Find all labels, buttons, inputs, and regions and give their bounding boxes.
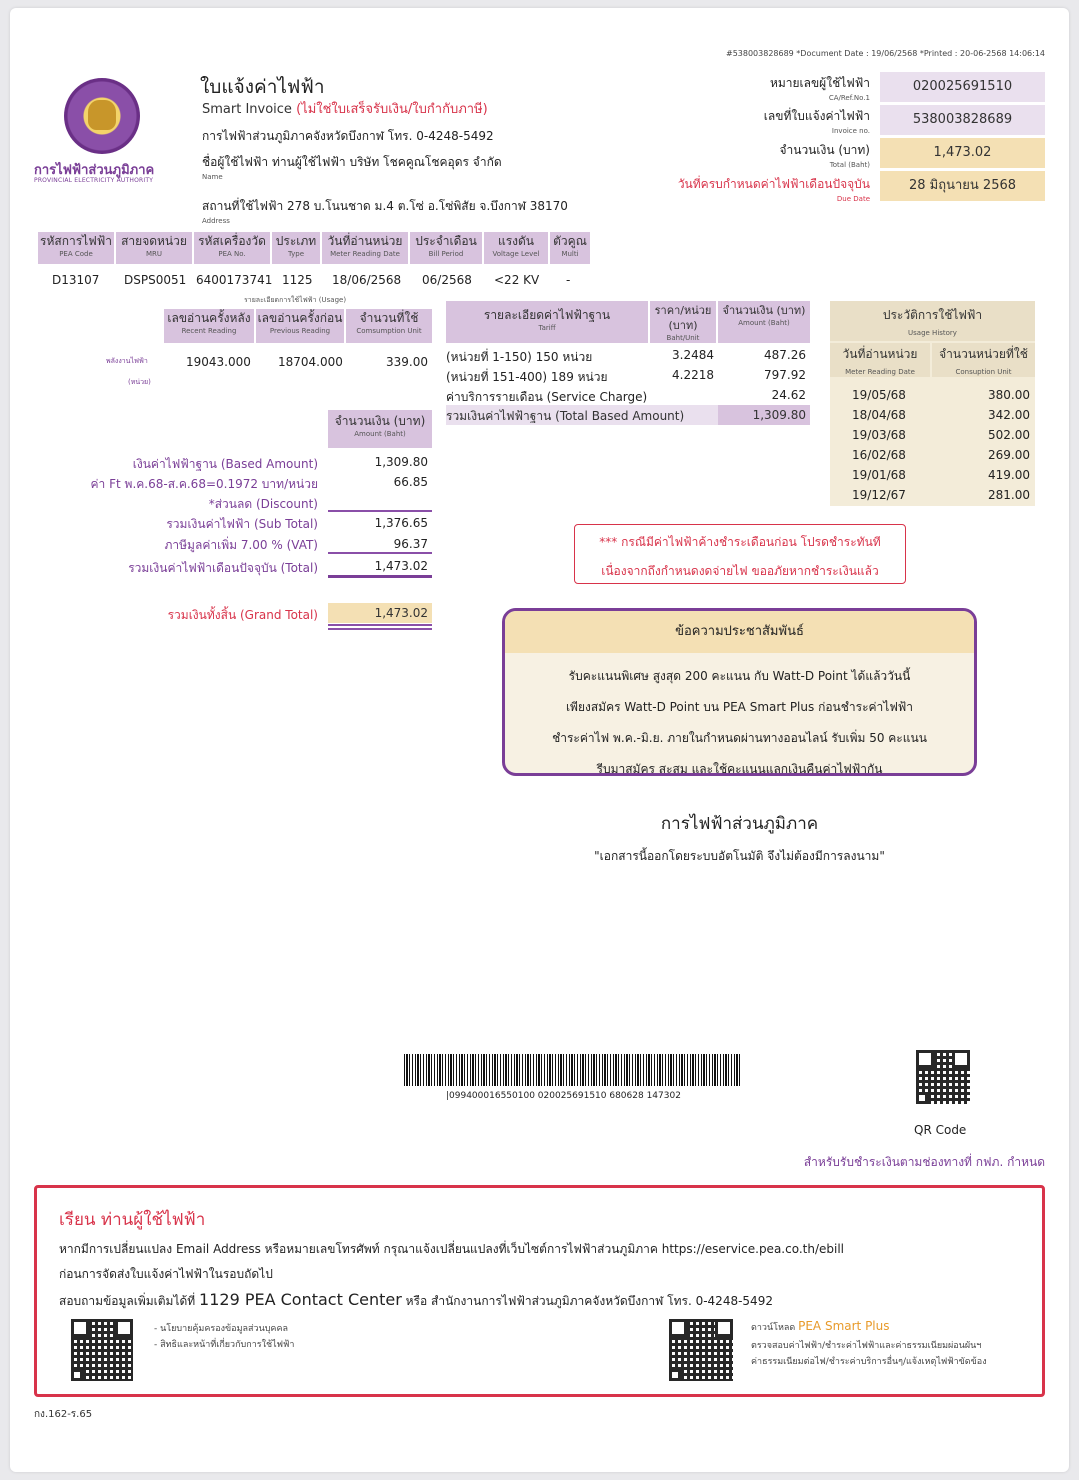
invoice-title: ใบแจ้งค่าไฟฟ้า	[200, 76, 325, 98]
ca-number-value: 020025691510	[912, 79, 1013, 94]
footer-note: "เอกสารนี้ออกโดยระบบอัตโนมัติ จึงไม่ต้องมีการลงนาม"	[594, 849, 885, 863]
info-header-pea-code: รหัสการไฟฟ้า PEA Code	[38, 232, 114, 264]
grand-total-box	[328, 603, 432, 623]
rights-duties-link[interactable]: - สิทธิและหน้าที่เกี่ยวกับการใช้ไฟฟ้า	[154, 1340, 295, 1350]
tariff-total-row	[446, 405, 810, 425]
tariff-header-rate: ราคา/หน่วย (บาท) Baht/Unit	[650, 301, 716, 343]
footer-org: การไฟฟ้าส่วนภูมิภาค	[660, 814, 819, 834]
overdue-warning-line-1: *** กรณีมีค่าไฟฟ้าค้างชำระเดือนก่อน โปรดชำระทันที	[599, 535, 881, 549]
charge-total-value: 1,473.02	[374, 559, 428, 573]
address-en: Address	[202, 217, 230, 225]
tariff-row-1-rate: 3.2484	[672, 348, 714, 362]
office-info: การไฟฟ้าส่วนภูมิภาคจังหวัดบึงกาฬ โทร. 0-4248-5492	[202, 129, 494, 143]
due-date-box	[880, 171, 1045, 201]
overdue-warning-line-2: เนื่องจากถึงกำหนดงดจ่ายไฟ ขออภัยหากชำระเงินแล้ว	[601, 564, 879, 578]
charge-vat-value: 96.37	[393, 537, 428, 551]
notice-line-1: หากมีการเปลี่ยนแปลง Email Address หรือหมายเลขโทรศัพท์ กรุณาแจ้งเปลี่ยนแปลงที่เว็บไซต์การไฟฟ้าส่วนภูมิภาค https://eservice.pea.co.th/ebill	[59, 1242, 845, 1256]
customer-notice-box	[34, 1185, 1045, 1397]
history-row-4-units: 269.00	[988, 448, 1030, 462]
charge-ft-value: 66.85	[393, 475, 428, 489]
info-header-bill-period: ประจำเดือน Bill Period	[410, 232, 482, 264]
payment-qr-code	[916, 1050, 970, 1104]
history-row-1-date: 19/05/68	[852, 388, 906, 402]
pea-logo	[64, 78, 140, 154]
info-value-pea-code: D13107	[52, 273, 100, 287]
total-amount-label-en: Total (Baht)	[829, 161, 870, 169]
usage-history-title-bar	[830, 301, 1035, 341]
history-row-2-date: 18/04/68	[852, 408, 906, 422]
logo-text-th: การไฟฟ้าส่วนภูมิภาค	[34, 163, 155, 178]
total-underline	[328, 575, 432, 578]
info-value-bill-period: 06/2568	[422, 273, 472, 287]
info-header-mru: สายจดหน่วย MRU	[116, 232, 192, 264]
history-row-6-units: 281.00	[988, 488, 1030, 502]
tariff-row-2-rate: 4.2218	[672, 368, 714, 382]
usage-caption: รายละเอียดการใช้ไฟฟ้า (Usage)	[244, 296, 347, 304]
qr-label: QR Code	[914, 1123, 967, 1137]
history-row-5-date: 19/01/68	[852, 468, 906, 482]
barcode-text: |099400016550100 020025691510 680628 147302	[446, 1091, 681, 1101]
invoice-subtitle: Smart Invoice (ไม่ใช่ใบเสร็จรับเงิน/ใบกำกับภาษี)	[202, 102, 488, 117]
ca-number-label: หมายเลขผู้ใช้ไฟฟ้า	[769, 76, 870, 90]
privacy-qr-code	[71, 1319, 133, 1381]
privacy-policy-link[interactable]: - นโยบายคุ้มครองข้อมูลส่วนบุคคล	[154, 1324, 288, 1334]
total-divider	[328, 552, 432, 554]
service-address: สถานที่ใช้ไฟฟ้า 278 บ.โนนชาด ม.4 ต.โซ่ อ.โซ่พิสัย จ.บึงกาฬ 38170	[202, 199, 568, 213]
tariff-header-amount: จำนวนเงิน (บาท) Amount (Baht)	[718, 301, 810, 343]
charge-based-value: 1,309.80	[374, 455, 428, 469]
usage-history-title-en: Usage History	[908, 329, 957, 337]
payment-barcode	[404, 1054, 740, 1086]
announcement-line-3: ชำระค่าไฟ พ.ค.-มิ.ย. ภายในกำหนดผ่านทางออนไลน์ รับเพิ่ม 50 คะแนน	[552, 731, 927, 745]
info-header-type: ประเภท Type	[272, 232, 320, 264]
total-amount-label: จำนวนเงิน (บาท)	[779, 143, 870, 157]
info-value-multi: -	[566, 273, 571, 287]
usage-header-recent: เลขอ่านครั้งหลัง Recent Reading	[164, 309, 254, 343]
total-amount-value: 1,473.02	[933, 145, 992, 160]
subtotal-divider	[328, 510, 432, 512]
info-header-pea-no: รหัสเครื่องวัด PEA No.	[194, 232, 270, 264]
usage-consumption-value: 339.00	[386, 355, 428, 369]
history-row-4-date: 16/02/68	[852, 448, 906, 462]
invoice-number-box	[880, 105, 1045, 135]
history-row-6-date: 19/12/67	[852, 488, 906, 502]
tariff-row-3-amount: 24.62	[771, 388, 806, 402]
announcement-box	[502, 608, 977, 776]
invoice-number-value: 538003828689	[912, 112, 1013, 127]
history-row-3-date: 19/03/68	[852, 428, 906, 442]
usage-header-previous: เลขอ่านครั้งก่อน Previous Reading	[256, 309, 344, 343]
ca-number-label-en: CA/Ref.No.1	[828, 94, 870, 102]
grand-total-label: รวมเงินทั้งสิ้น (Grand Total)	[167, 608, 318, 622]
usage-history-title: ประวัติการใช้ไฟฟ้า	[882, 308, 983, 322]
usage-row-unit: (หน่วย)	[128, 378, 151, 386]
charge-total-label: รวมเงินค่าไฟฟ้าเดือนปัจจุบัน (Total)	[128, 561, 318, 575]
app-qr-code	[669, 1319, 733, 1381]
grand-total-underline-1	[328, 624, 432, 626]
history-row-3-units: 502.00	[988, 428, 1030, 442]
tariff-row-1-desc: (หน่วยที่ 1-150) 150 หน่วย	[446, 350, 593, 364]
customer-name: ชื่อผู้ใช้ไฟฟ้า ท่านผู้ใช้ไฟฟ้า บริษัท โชคคูณโชคอุดร จำกัด	[202, 155, 502, 169]
history-row-1-units: 380.00	[988, 388, 1030, 402]
invoice-number-label-en: Invoice no.	[831, 127, 870, 135]
announcement-line-2: เพียงสมัคร Watt-D Point บน PEA Smart Plus ก่อนชำระค่าไฟฟ้า	[565, 700, 914, 714]
due-date-label: วันที่ครบกำหนดค่าไฟฟ้าเดือนปัจจุบัน	[677, 177, 870, 191]
usage-header-consumption: จำนวนที่ใช้ Comsumption Unit	[346, 309, 432, 343]
due-date-label-en: Due Date	[836, 195, 870, 203]
info-header-reading-date: วันที่อ่านหน่วย Meter Reading Date	[322, 232, 408, 264]
charge-vat-label: ภาษีมูลค่าเพิ่ม 7.00 % (VAT)	[164, 538, 318, 552]
history-header-units: จำนวนหน่วยที่ใช้ Consuption Unit	[932, 343, 1035, 377]
usage-recent-value: 19043.000	[186, 355, 251, 369]
usage-row-label: พลังงานไฟฟ้า	[106, 357, 148, 365]
app-download-line: ดาวน์โหลด PEA Smart Plus	[751, 1319, 890, 1333]
charge-subtotal-value: 1,376.65	[374, 516, 428, 530]
tariff-row-2-desc: (หน่วยที่ 151-400) 189 หน่วย	[446, 370, 608, 384]
invoice-number-label: เลขที่ใบแจ้งค่าไฟฟ้า	[763, 109, 870, 123]
info-value-reading-date: 18/06/2568	[332, 273, 402, 287]
customer-name-en: Name	[202, 173, 223, 181]
announcement-title: ข้อความประชาสัมพันธ์	[505, 611, 974, 653]
due-date-value: 28 มิถุนายน 2568	[908, 178, 1017, 193]
announcement-line-1: รับคะแนนพิเศษ สูงสุด 200 คะแนน กับ Watt-D Point ได้แล้ววันนี้	[568, 669, 911, 683]
notice-line-3: สอบถามข้อมูลเพิ่มเติมได้ที่ 1129 PEA Contact Center หรือ สำนักงานการไฟฟ้าส่วนภูมิภาคจังหวัดบึงกาฬ โทร. 0-4248-5492	[59, 1290, 773, 1309]
total-amount-box	[880, 138, 1045, 168]
form-code: กง.162-ร.65	[34, 1409, 93, 1420]
contact-center: 1129 PEA Contact Center	[199, 1290, 402, 1309]
tariff-row-1-amount: 487.26	[764, 348, 806, 362]
notice-title: เรียน ท่านผู้ใช้ไฟฟ้า	[59, 1210, 206, 1230]
history-row-5-units: 419.00	[988, 468, 1030, 482]
invoice-page	[10, 8, 1069, 1472]
announcement-line-4: รีบมาสมัคร สะสม และใช้คะแนนแลกเงินคืนค่าไฟฟ้ากัน	[596, 762, 883, 776]
payment-channel-note: สำหรับรับชำระเงินตามช่องทางที่ กฟภ. กำหนด	[803, 1155, 1045, 1169]
overdue-warning-box	[574, 524, 906, 584]
app-feature-line-2: ค่าธรรมเนียมต่อไฟ/ชำระค่าบริการอื่นๆ/แจ้งเหตุไฟฟ้าขัดข้อง	[751, 1357, 987, 1367]
tariff-total-amount-cell	[718, 405, 810, 425]
info-value-mru: DSPS0051	[124, 273, 187, 287]
history-row-2-units: 342.00	[988, 408, 1030, 422]
info-value-voltage: <22 KV	[494, 273, 540, 287]
amount-header: จำนวนเงิน (บาท) Amount (Baht)	[328, 410, 432, 448]
charge-discount-label: *ส่วนลด (Discount)	[208, 497, 318, 511]
tariff-total-amount: 1,309.80	[752, 408, 806, 422]
app-name: PEA Smart Plus	[798, 1319, 890, 1333]
grand-total-underline-2	[328, 628, 432, 630]
info-value-pea-no: 6400173741	[196, 273, 273, 287]
history-header-date: วันที่อ่านหน่วย Meter Reading Date	[830, 343, 930, 377]
info-value-type: 1125	[282, 273, 313, 287]
document-meta: #538003828689 *Document Date : 19/06/2568 *Printed : 20-06-2568 14:06:14	[725, 49, 1045, 58]
charge-ft-label: ค่า Ft พ.ค.68-ส.ค.68=0.1972 บาท/หน่วย	[90, 477, 318, 491]
info-header-voltage: แรงดัน Voltage Level	[484, 232, 548, 264]
usage-previous-value: 18704.000	[278, 355, 343, 369]
ca-number-box	[880, 72, 1045, 102]
app-feature-line-1: ตรวจสอบค่าไฟฟ้า/ชำระค่าไฟฟ้าและค่าธรรมเนียมผ่อนผันฯ	[751, 1341, 982, 1351]
tariff-total-desc: รวมเงินค่าไฟฟ้าฐาน (Total Based Amount)	[446, 409, 685, 423]
grand-total-value: 1,473.02	[374, 606, 428, 620]
charge-based-label: เงินค่าไฟฟ้าฐาน (Based Amount)	[132, 457, 318, 471]
tariff-row-3-desc: ค่าบริการรายเดือน (Service Charge)	[446, 390, 648, 404]
tariff-row-2-amount: 797.92	[764, 368, 806, 382]
tariff-header-desc: รายละเอียดค่าไฟฟ้าฐาน Tariff	[446, 301, 648, 343]
logo-text-en: PROVINCIAL ELECTRICITY AUTHORITY	[34, 177, 154, 184]
charge-subtotal-label: รวมเงินค่าไฟฟ้า (Sub Total)	[166, 517, 318, 531]
info-header-multi: ตัวคูณ Multi	[550, 232, 590, 264]
notice-line-2: ก่อนการจัดส่งใบแจ้งค่าไฟฟ้าในรอบถัดไป	[59, 1267, 273, 1281]
